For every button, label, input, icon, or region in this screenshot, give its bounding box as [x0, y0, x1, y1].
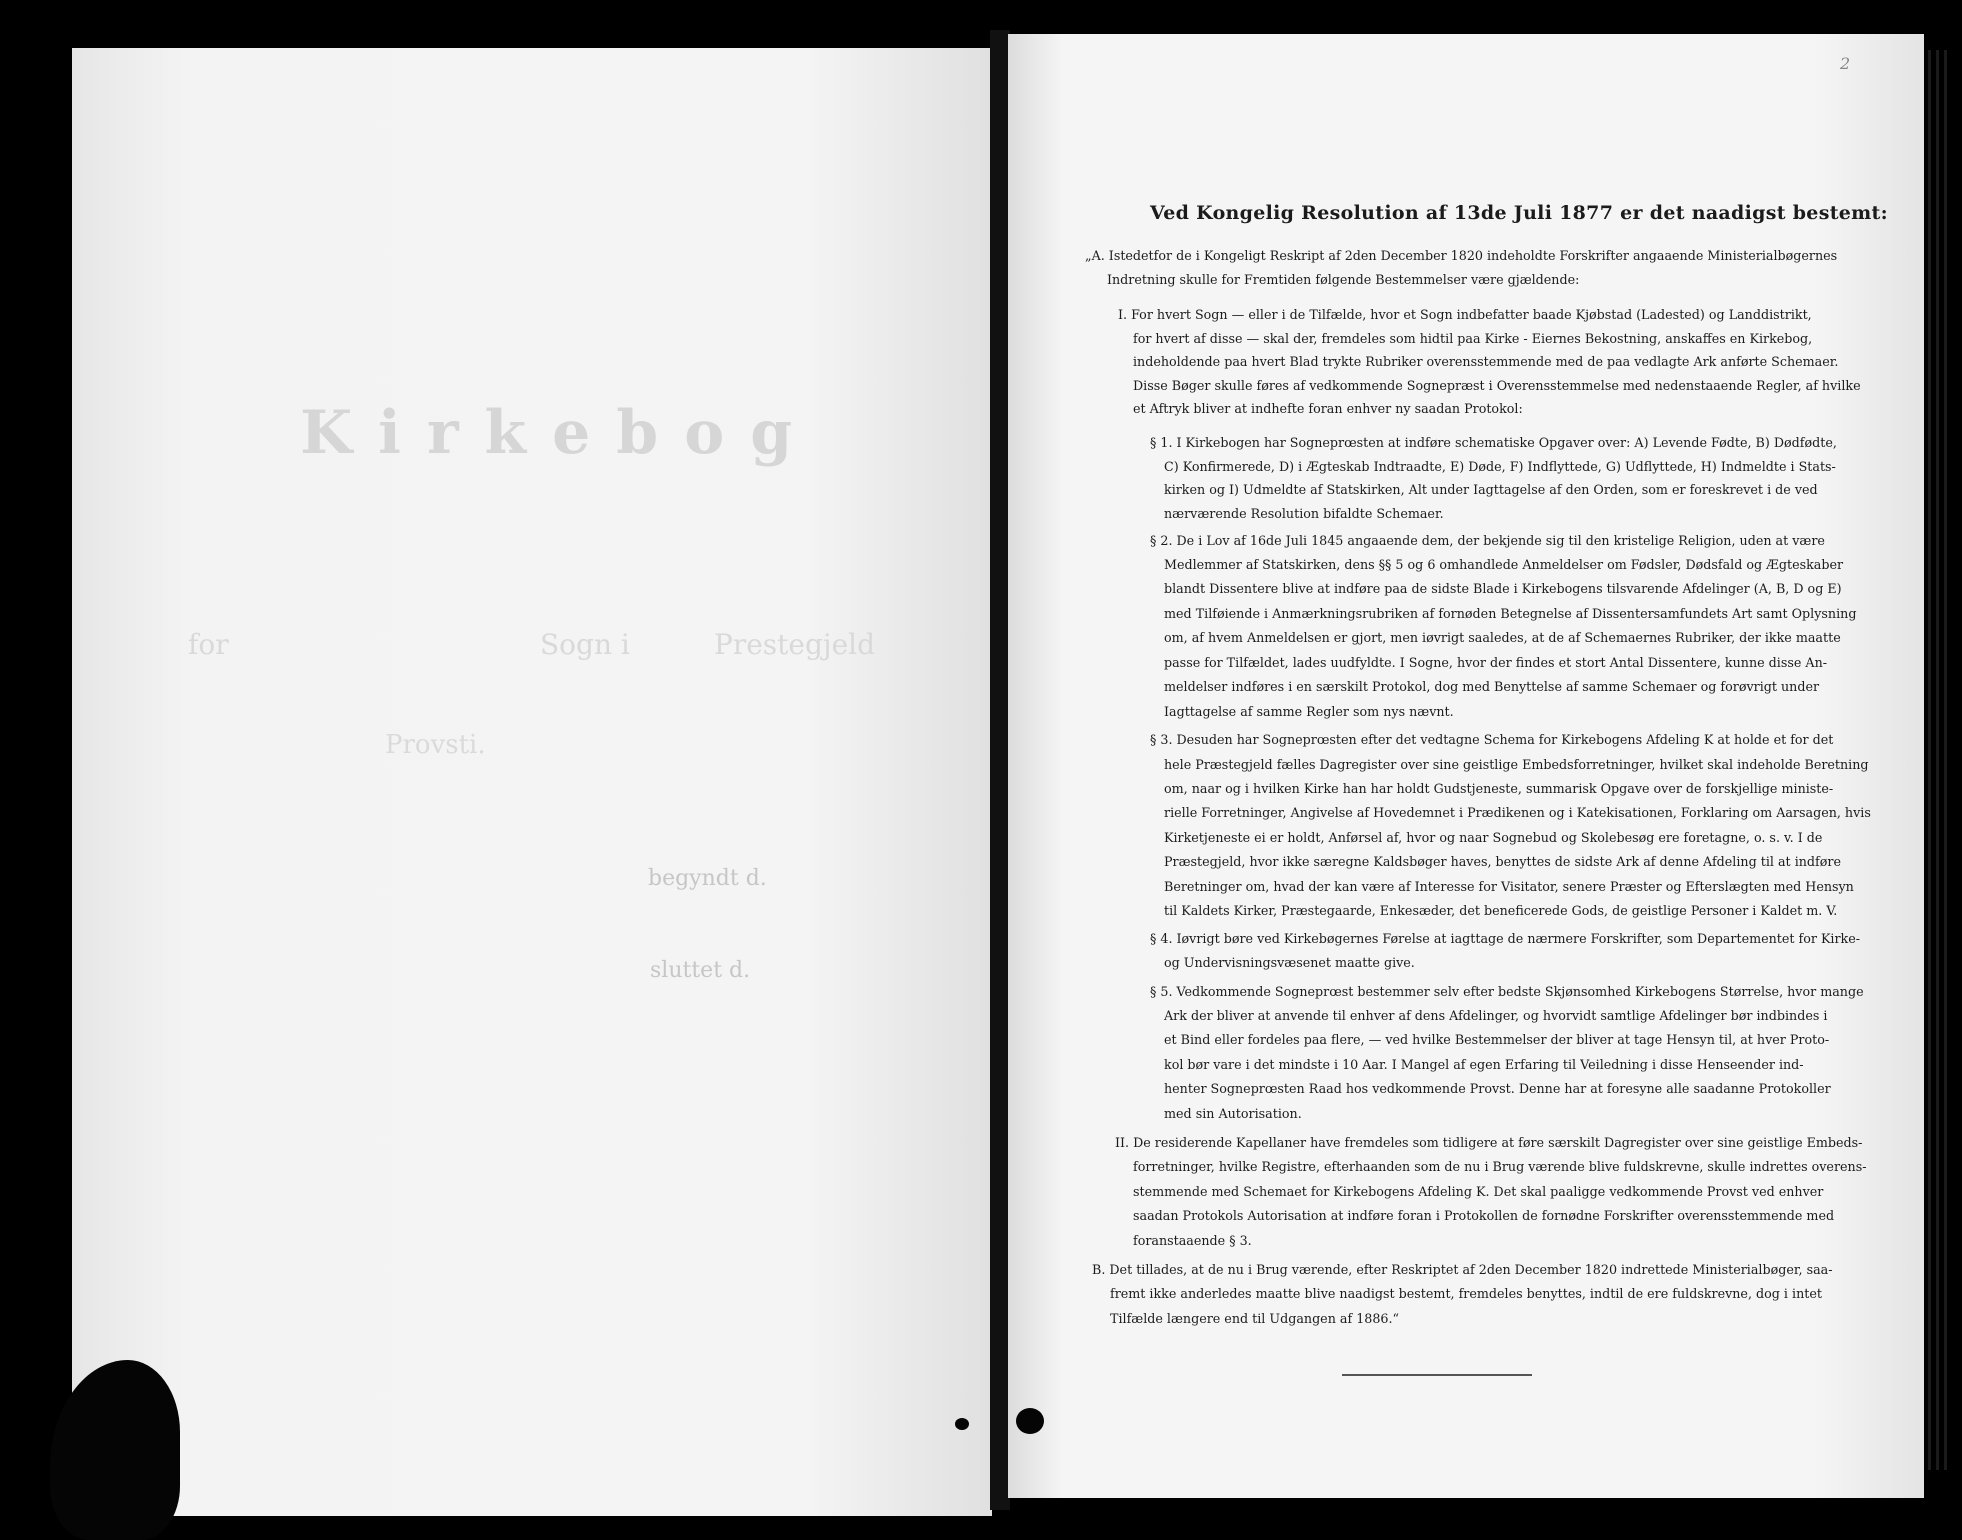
page-edge: [1928, 50, 1931, 1470]
text-line: § 4. Iøvrigt børe ved Kirkebøgernes Førelse at iagttage de nærmere Forskrifter, som Departementet for Kirke-: [1150, 931, 1861, 946]
text-line: med sin Autorisation.: [1164, 1106, 1302, 1121]
text-line: rielle Forretninger, Angivelse af Hovedemnet i Prædikenen og i Katekisationen, Forklaring om Aarsagen, hvis: [1164, 805, 1871, 820]
text-line: kirken og I) Udmeldte af Statskirken, Alt under Iagttagelse af den Orden, som er foreskrevet i de ved: [1164, 482, 1818, 497]
text-line: et Bind eller fordeles paa flere, — ved hvilke Bestemmelser der bliver at tage Hensyn til, at hver Proto-: [1164, 1032, 1830, 1047]
end-rule: [1342, 1374, 1532, 1376]
ink-speck: [1016, 1408, 1044, 1434]
text-line: II. De residerende Kapellaner have fremdeles som tidligere at føre særskilt Dagregister over sine geistlige Embeds-: [1115, 1135, 1863, 1150]
text-line: § 3. Desuden har Sogneprœsten efter det vedtagne Schema for Kirkebogens Afdeling K at holde et for det: [1150, 732, 1834, 747]
text-line: blandt Dissentere blive at indføre paa de sidste Blade i Kirkebogens tilsvarende Afdelinger (A, B, D og E): [1164, 581, 1842, 596]
title-sogn-label: Sogn i: [540, 628, 630, 661]
left-page: [72, 48, 992, 1516]
book-spine: [990, 30, 1010, 1510]
text-line: indeholdende paa hvert Blad trykte Rubriker overensstemmende med de paa vedlagte Ark anførte Schemaer.: [1133, 354, 1839, 369]
title-kirkebog: Kirkebog: [300, 398, 819, 468]
text-line: C) Konfirmerede, D) i Ægteskab Indtraadte, E) Døde, F) Indflyttede, G) Udflyttede, H) Indmeldte i Stats-: [1164, 459, 1836, 474]
text-line: hele Præstegjeld fælles Dagregister over sine geistlige Embedsforretninger, hvilket skal indeholde Beretning: [1164, 757, 1869, 772]
page-edge: [1936, 50, 1939, 1470]
text-line: med Tilføiende i Anmærkningsrubriken af fornøden Betegnelse af Dissentersamfundets Art samt Oplysning: [1164, 606, 1857, 621]
text-line: kol bør vare i det mindste i 10 Aar. I Mangel af egen Erfaring til Veiledning i disse Henseender ind-: [1164, 1057, 1804, 1072]
title-for-label: for: [188, 628, 229, 661]
text-line: og Undervisningsvæsenet maatte give.: [1164, 955, 1415, 970]
text-line: Tilfælde længere end til Udgangen af 1886.“: [1110, 1311, 1399, 1326]
text-line: for hvert af disse — skal der, fremdeles som hidtil paa Kirke - Eiernes Bekostning, anskaffes en Kirkebog,: [1133, 331, 1813, 346]
text-line: om, af hvem Anmeldelsen er gjort, men iøvrigt saaledes, at de af Schemaernes Rubriker, der ikke maatte: [1164, 630, 1841, 645]
text-line: B. Det tillades, at de nu i Brug værende, efter Reskriptet af 2den December 1820 indrettede Ministerialbøger, saa-: [1092, 1262, 1833, 1277]
text-line: Iagttagelse af samme Regler som nys nævnt.: [1164, 704, 1454, 719]
title-prestegjeld-label: Prestegjeld: [714, 628, 876, 661]
text-line: til Kaldets Kirker, Præstegaarde, Enkesæder, det beneficerede Gods, de geistlige Personer i Kaldet m. V.: [1164, 903, 1838, 918]
text-line: Beretninger om, hvad der kan være af Interesse for Visitator, senere Præster og Efterslægten med Hensyn: [1164, 879, 1854, 894]
text-line: I. For hvert Sogn — eller i de Tilfælde, hvor et Sogn indbefatter baade Kjøbstad (Ladested) og Landdistrikt,: [1118, 307, 1812, 322]
text-line: et Aftryk bliver at indhefte foran enhver ny saadan Protokol:: [1133, 401, 1523, 416]
text-line: passe for Tilfældet, lades uudfyldte. I Sogne, hvor der findes et stort Antal Dissentere, kunne disse An-: [1164, 655, 1828, 670]
text-line: „A. Istedetfor de i Kongeligt Reskript af 2den December 1820 indeholdte Forskrifter angaaende Ministerialbøgernes: [1085, 248, 1838, 263]
resolution-heading: Ved Kongelig Resolution af 13de Juli 1877 er det naadigst bestemt:: [1150, 202, 1888, 224]
page-edge: [1944, 50, 1947, 1470]
text-line: henter Sogneprœsten Raad hos vedkommende Provst. Denne har at foresyne alle saadanne Protokoller: [1164, 1081, 1831, 1096]
text-line: § 2. De i Lov af 16de Juli 1845 angaaende dem, der bekjende sig til den kristelige Religion, uden at være: [1150, 533, 1825, 548]
text-line: Disse Bøger skulle føres af vedkommende Sognepræst i Overensstemmelse med nedenstaaende Regler, af hvilke: [1133, 378, 1861, 393]
text-line: foranstaaende § 3.: [1133, 1233, 1252, 1248]
text-line: meldelser indføres i en særskilt Protokol, dog med Benyttelse af samme Schemaer og forøvrigt under: [1164, 679, 1820, 694]
text-line: stemmende med Schemaet for Kirkebogens Afdeling K. Det skal paaligge vedkommende Provst ved enhver: [1133, 1184, 1824, 1199]
text-line: saadan Protokols Autorisation at indføre foran i Protokollen de fornødne Forskrifter overensstemmende med: [1133, 1208, 1835, 1223]
text-line: nærværende Resolution bifaldte Schemaer.: [1164, 506, 1444, 521]
text-line: § 5. Vedkommende Sogneprœst bestemmer selv efter bedste Skjønsomhed Kirkebogens Størrelse, hvor mange: [1150, 984, 1864, 999]
text-line: Kirketjeneste ei er holdt, Anførsel af, hvor og naar Sognebud og Skolebesøg ere foretagne, o. s. v. I de: [1164, 830, 1823, 845]
text-line: § 1. I Kirkebogen har Sogneprœsten at indføre schematiske Opgaver over: A) Levende Fødte, B) Dødfødte,: [1150, 435, 1837, 450]
page-number: 2: [1840, 54, 1851, 73]
text-line: forretninger, hvilke Registre, efterhaanden som de nu i Brug værende blive fuldskrevne, skulle indrettes overens-: [1133, 1159, 1867, 1174]
text-line: om, naar og i hvilken Kirke han har holdt Gudstjeneste, summarisk Opgave over de forskjellige ministe-: [1164, 781, 1834, 796]
thumb-shadow: [50, 1360, 180, 1540]
text-line: Ark der bliver at anvende til enhver af dens Afdelinger, og hvorvidt samtlige Afdelinger bør indbindes i: [1164, 1008, 1828, 1023]
title-provsti-label: Provsti.: [385, 730, 486, 760]
text-line: Indretning skulle for Fremtiden følgende Bestemmelser være gjældende:: [1107, 272, 1580, 287]
text-line: Medlemmer af Statskirken, dens §§ 5 og 6 omhandlede Anmeldelser om Fødsler, Dødsfald og Ægteskaber: [1164, 557, 1844, 572]
text-line: Præstegjeld, hvor ikke særegne Kaldsbøger haves, benyttes de sidste Ark af denne Afdeling til at indføre: [1164, 854, 1841, 869]
text-line: fremt ikke anderledes maatte blive naadigst bestemt, fremdeles benyttes, indtil de ere fuldskrevne, dog i intet: [1110, 1286, 1822, 1301]
ink-speck: [955, 1418, 969, 1430]
sluttet-label: sluttet d.: [650, 958, 751, 983]
begyndt-label: begyndt d.: [648, 866, 767, 891]
